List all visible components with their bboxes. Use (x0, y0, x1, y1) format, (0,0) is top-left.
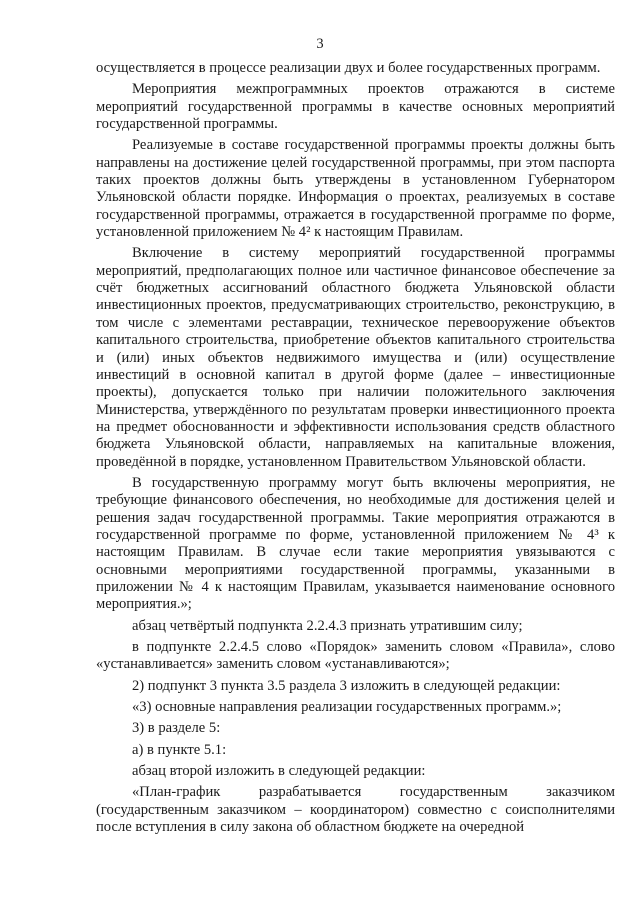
paragraph-10: 3) в разделе 5: (132, 720, 221, 737)
page-number: 3 (316, 36, 324, 52)
paragraph-12: абзац второй изложить в следующей редакции: (132, 763, 426, 780)
paragraph-6: абзац четвёртый подпункта 2.2.4.3 признать утратившим силу; (132, 617, 523, 634)
paragraph-3: Реализуемые в составе государственной программы проекты должны быть направлены на достижение целей государственной программы, при этом паспорта таких проектов должны быть утверждены в установленном Губернатором Ульяновской области порядке. Информация о проектах, реализуемых в составе государственной программы, отражается в государственной программе по форме, установленной приложением № 4² к настоящим Правилам. (96, 137, 615, 241)
paragraph-9: «3) основные направления реализации государственных программ.»; (132, 699, 562, 716)
paragraph-11: а) в пункте 5.1: (132, 741, 227, 758)
paragraph-8: 2) подпункт 3 пункта 3.5 раздела 3 изложить в следующей редакции: (132, 677, 561, 694)
paragraph-13: «План-график разрабатывается государственным заказчиком (государственным заказчиком – координатором) совместно с соисполнителями после вступления в силу закона об областном бюджете на очередной (96, 784, 615, 836)
paragraph-2: Мероприятия межпрограммных проектов отражаются в системе мероприятий государственной программы в качестве основных мероприятий государственной программы. (96, 81, 615, 133)
document-body (96, 60, 615, 840)
paragraph-1: осуществляется в процессе реализации двух и более государственных программ. (96, 60, 601, 76)
paragraph-4: Включение в систему мероприятий государственной программы мероприятий, предполагающих полное или частичное финансовое обеспечение за счёт бюджетных ассигнований областного бюджета Ульяновской области инвестиционных проектов, предусматривающих строительство, реконструкцию, в том числе с элементами реставрации, техническое перевооружение объектов капитального строительства, приобретение объектов капитального строительства и (или) иных объектов недвижимого имущества и (или) осуществление инвестиций в основной капитал в другой форме (далее – инвестиционные проекты), допускается только при наличии положительного заключения Министерства, утверждённого по результатам проверки инвестиционного проекта на предмет обоснованности и эффективности использования средств областного бюджета Ульяновской области, направляемых на капитальные вложения, проведённой в порядке, установленном Правительством Ульяновской области. (96, 245, 615, 470)
paragraph-7: в подпункте 2.2.4.5 слово «Порядок» заменить словом «Правила», слово «устанавливается» заменить словом «устанавливаются»; (96, 639, 615, 673)
paragraph-5: В государственную программу могут быть включены мероприятия, не требующие финансового обеспечения, но необходимые для достижения целей и решения задач государственной программы. Такие мероприятия отражаются в государственной программе по форме, установленной приложением № 4³ к настоящим Правилам. В случае если такие мероприятия увязываются с основными мероприятиями государственной программы, указанными в приложении № 4 к настоящим Правилам, указывается наименование основного мероприятия.»; (96, 474, 615, 613)
